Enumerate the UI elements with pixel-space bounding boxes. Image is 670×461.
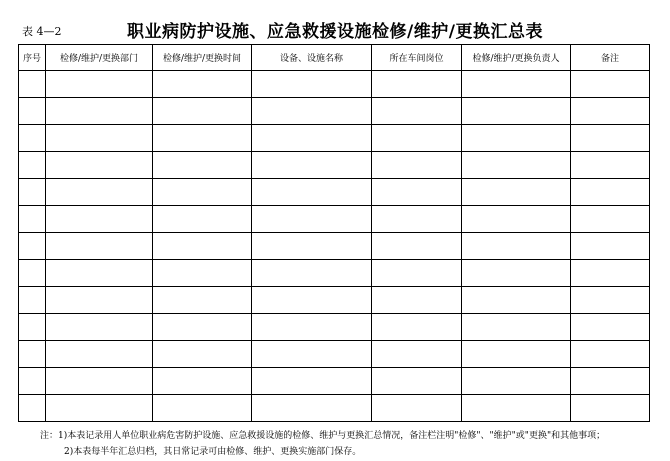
table-row: [19, 179, 650, 206]
table-cell[interactable]: [19, 125, 46, 152]
table-cell[interactable]: [252, 395, 372, 422]
table-cell[interactable]: [19, 287, 46, 314]
table-cell[interactable]: [571, 287, 650, 314]
table-cell[interactable]: [252, 233, 372, 260]
document-header: [0, 0, 670, 44]
table-row: [19, 71, 650, 98]
table-cell[interactable]: [46, 341, 153, 368]
table-cell[interactable]: [462, 152, 571, 179]
table-cell[interactable]: [462, 98, 571, 125]
table-cell[interactable]: [462, 206, 571, 233]
table-cell[interactable]: [46, 395, 153, 422]
table-cell[interactable]: [19, 341, 46, 368]
table-cell[interactable]: [19, 98, 46, 125]
table-cell[interactable]: [462, 368, 571, 395]
table-row: [19, 260, 650, 287]
table-cell[interactable]: [153, 98, 252, 125]
column-header-equipment: 设备、设施名称: [252, 45, 372, 71]
table-cell[interactable]: [372, 395, 462, 422]
table-cell[interactable]: [571, 314, 650, 341]
table-row: [19, 98, 650, 125]
table-row: [19, 287, 650, 314]
table-cell[interactable]: [372, 368, 462, 395]
table-cell[interactable]: [46, 98, 153, 125]
summary-table: [18, 44, 650, 422]
table-cell[interactable]: [571, 179, 650, 206]
table-cell[interactable]: [462, 341, 571, 368]
column-header-remarks: 备注: [571, 45, 650, 71]
column-header-seq: 序号: [19, 45, 46, 71]
table-cell[interactable]: [372, 260, 462, 287]
column-header-time: 检修/维护/更换时间: [153, 45, 252, 71]
table-cell[interactable]: [19, 314, 46, 341]
table-cell[interactable]: [571, 233, 650, 260]
table-cell[interactable]: [46, 314, 153, 341]
table-number: 表 4—2: [22, 25, 62, 38]
table-cell[interactable]: [462, 179, 571, 206]
table-cell[interactable]: [462, 71, 571, 98]
table-cell[interactable]: [19, 233, 46, 260]
table-cell[interactable]: [153, 260, 252, 287]
table-cell[interactable]: [372, 98, 462, 125]
table-cell[interactable]: [252, 98, 372, 125]
table-cell[interactable]: [252, 152, 372, 179]
table-cell[interactable]: [462, 314, 571, 341]
table-row: [19, 395, 650, 422]
table-row: [19, 233, 650, 260]
table-cell[interactable]: [252, 206, 372, 233]
table-cell[interactable]: [462, 287, 571, 314]
table-cell[interactable]: [252, 179, 372, 206]
table-cell[interactable]: [462, 260, 571, 287]
table-body: [19, 71, 650, 422]
table-cell[interactable]: [46, 152, 153, 179]
table-cell[interactable]: [153, 152, 252, 179]
column-header-workshop: 所在车间岗位: [372, 45, 462, 71]
table-cell[interactable]: [46, 206, 153, 233]
table-cell[interactable]: [153, 314, 252, 341]
table-row: [19, 368, 650, 395]
table-cell[interactable]: [252, 260, 372, 287]
table-row: [19, 341, 650, 368]
table-cell[interactable]: [462, 233, 571, 260]
table-cell[interactable]: [153, 233, 252, 260]
table-cell[interactable]: [46, 71, 153, 98]
table-cell[interactable]: [571, 341, 650, 368]
table-row: [19, 314, 650, 341]
table-cell[interactable]: [153, 125, 252, 152]
table-cell[interactable]: [19, 368, 46, 395]
table-cell[interactable]: [19, 152, 46, 179]
table-cell[interactable]: [571, 71, 650, 98]
table-cell[interactable]: [153, 179, 252, 206]
table-cell[interactable]: [252, 125, 372, 152]
table-cell[interactable]: [153, 71, 252, 98]
table-row: [19, 125, 650, 152]
table-cell[interactable]: [462, 395, 571, 422]
column-header-department: 检修/维护/更换部门: [46, 45, 153, 71]
table-cell[interactable]: [19, 260, 46, 287]
table-cell[interactable]: [372, 341, 462, 368]
table-cell[interactable]: [252, 314, 372, 341]
table-cell[interactable]: [153, 368, 252, 395]
table-cell[interactable]: [19, 179, 46, 206]
table-cell[interactable]: [153, 395, 252, 422]
table-cell[interactable]: [372, 314, 462, 341]
table-cell[interactable]: [19, 206, 46, 233]
table-cell[interactable]: [46, 260, 153, 287]
table-header-row: [19, 45, 650, 71]
table-cell[interactable]: [372, 206, 462, 233]
table-cell[interactable]: [46, 125, 153, 152]
table-cell[interactable]: [372, 233, 462, 260]
table-cell[interactable]: [153, 287, 252, 314]
table-cell[interactable]: [372, 287, 462, 314]
table-cell[interactable]: [372, 179, 462, 206]
table-cell[interactable]: [372, 152, 462, 179]
table-cell[interactable]: [571, 260, 650, 287]
note-line-1: 注：1)本表记录用人单位职业病危害防护设施、应急救援设施的检修、维护与更换汇总情况，备注栏注明"检修"、"维护"或"更换"和其他事项；: [40, 431, 606, 441]
table-cell[interactable]: [571, 125, 650, 152]
table-cell[interactable]: [46, 179, 153, 206]
table-cell[interactable]: [372, 71, 462, 98]
table-cell[interactable]: [372, 125, 462, 152]
table-cell[interactable]: [571, 152, 650, 179]
table-cell[interactable]: [571, 206, 650, 233]
column-header-responsible: 检修/维护/更换负责人: [462, 45, 571, 71]
table-cell[interactable]: [462, 125, 571, 152]
table-cell[interactable]: [46, 368, 153, 395]
table-cell[interactable]: [19, 71, 46, 98]
table-cell[interactable]: [46, 287, 153, 314]
notes: [40, 428, 605, 460]
table-cell[interactable]: [252, 287, 372, 314]
table-cell[interactable]: [571, 98, 650, 125]
table-cell[interactable]: [571, 368, 650, 395]
table-cell[interactable]: [153, 341, 252, 368]
table-cell[interactable]: [571, 395, 650, 422]
table-cell[interactable]: [46, 233, 153, 260]
table-cell[interactable]: [252, 71, 372, 98]
table-row: [19, 206, 650, 233]
table-cell[interactable]: [153, 206, 252, 233]
table-cell[interactable]: [19, 395, 46, 422]
table-cell[interactable]: [252, 368, 372, 395]
page-title: 职业病防护设施、应急救援设施检修/维护/更换汇总表: [127, 22, 543, 42]
table-row: [19, 152, 650, 179]
table-cell[interactable]: [252, 341, 372, 368]
note-line-2: 2)本表每半年汇总归档，其日常记录可由检修、维护、更换实施部门保存。: [64, 447, 362, 457]
